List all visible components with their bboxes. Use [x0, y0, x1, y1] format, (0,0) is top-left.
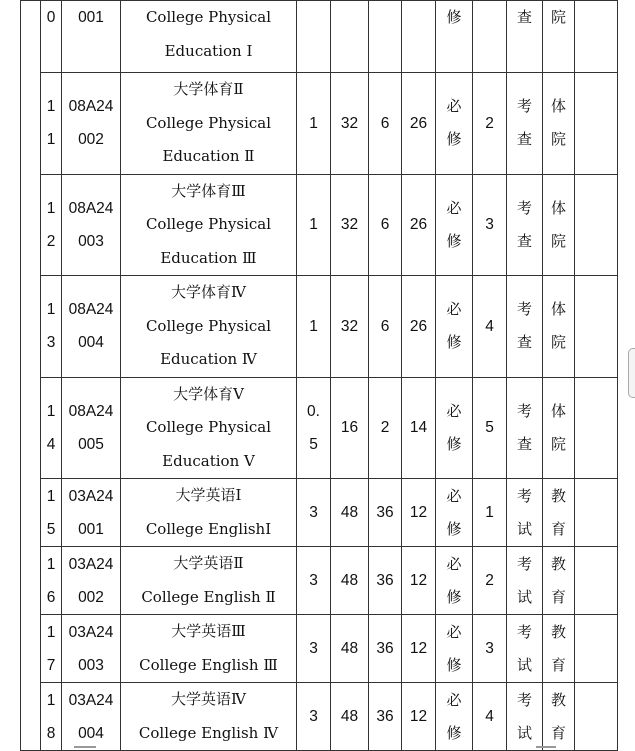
cell-line: 6 [46, 588, 56, 606]
cell-line: 36 [376, 708, 394, 725]
cell-line: 育 [550, 655, 566, 674]
cell-line: 1 [46, 691, 56, 709]
cell-semester [473, 276, 507, 378]
cell-line: 查 [516, 231, 532, 250]
cell-line: 查 [516, 434, 532, 453]
cell-line: 12 [409, 640, 428, 657]
cell-line: 1 [46, 402, 56, 420]
cell-practice [402, 479, 436, 547]
cell-exam [507, 683, 543, 751]
cell-line: College English Ⅳ [138, 723, 279, 742]
cell-line: 2 [485, 114, 494, 132]
cell-line: 3 [309, 504, 318, 521]
cell-extra [575, 479, 618, 547]
cell-line: 大学体育Ⅳ [171, 283, 246, 301]
table-row [21, 547, 618, 615]
cell-dept [543, 615, 575, 683]
cell-line: 1 [46, 487, 56, 505]
cell-line: 修 [446, 655, 462, 674]
cell-practice [402, 615, 436, 683]
cell-line: Education Ⅱ [162, 147, 255, 165]
cell-code [62, 276, 121, 378]
cell-line: 5 [309, 435, 318, 453]
cell-line: 12 [409, 504, 428, 521]
cell-line: Education Ⅳ [160, 350, 257, 368]
page-bottom-edge [0, 744, 635, 751]
cell-lecture [369, 73, 402, 175]
cell-line: 03A24 [68, 623, 114, 641]
table-row [21, 174, 618, 276]
cell-line: 1 [46, 623, 56, 641]
cell-line: 4 [46, 435, 56, 453]
cell-seq [41, 1, 62, 73]
table-row [21, 683, 618, 751]
cell-extra [575, 1, 618, 73]
cell-line: 试 [516, 655, 532, 674]
cell-exam [507, 1, 543, 73]
cell-credit [297, 683, 331, 751]
cell-code [62, 615, 121, 683]
cell-line: 教 [550, 554, 566, 573]
cell-line: 修 [446, 333, 462, 352]
cell-hours [331, 683, 369, 751]
cell-line: 002 [78, 131, 104, 149]
cell-seq [41, 377, 62, 479]
cell-code [62, 1, 121, 73]
cell-hours [331, 174, 369, 276]
cell-extra [575, 683, 618, 751]
cell-line: 26 [409, 114, 428, 132]
cell-dept [543, 174, 575, 276]
cell-hours [331, 479, 369, 547]
cell-semester [473, 615, 507, 683]
cell-practice [402, 547, 436, 615]
cell-type [436, 377, 473, 479]
cell-line: 6 [380, 216, 390, 234]
cell-line: 1 [46, 98, 56, 116]
cell-exam [507, 73, 543, 175]
cell-line: 修 [446, 8, 462, 26]
cell-line: 院 [550, 130, 566, 149]
cell-seq [41, 174, 62, 276]
cell-line: 考 [516, 622, 532, 641]
cell-credit [297, 377, 331, 479]
cell-lecture [369, 377, 402, 479]
cell-line: College English Ⅲ [139, 655, 278, 674]
cell-line: 必 [446, 300, 462, 319]
curriculum-table [20, 0, 618, 751]
cell-line: 1 [485, 504, 494, 521]
cell-line: 08A24 [68, 98, 114, 116]
cell-line: 考 [516, 486, 532, 505]
cell-line: College Physical [145, 418, 272, 436]
cell-line: 大学英语Ⅳ [171, 690, 246, 708]
cell-line: 育 [550, 587, 566, 606]
cell-dept [543, 276, 575, 378]
cell-line: 修 [446, 723, 462, 742]
cell-line: 5 [46, 520, 56, 538]
cell-line: 必 [446, 622, 462, 641]
cell-line: 48 [340, 640, 359, 657]
left-margin-cell [21, 1, 41, 751]
cell-lecture [369, 479, 402, 547]
cell-line: 0 [46, 9, 56, 26]
cell-extra [575, 276, 618, 378]
cell-line: 48 [340, 572, 359, 589]
cell-line: College Physical [145, 215, 272, 233]
cell-semester [473, 377, 507, 479]
cell-line: 03A24 [68, 487, 114, 505]
cell-credit [297, 547, 331, 615]
cell-line: 004 [78, 334, 104, 352]
cell-line: 2 [46, 232, 56, 250]
cell-name [121, 377, 297, 479]
cell-practice [402, 377, 436, 479]
cell-lecture [369, 547, 402, 615]
cell-extra [575, 377, 618, 479]
cell-line: 试 [516, 587, 532, 606]
cell-line: 48 [340, 708, 359, 725]
cell-credit [297, 174, 331, 276]
cell-name [121, 174, 297, 276]
cell-name [121, 276, 297, 378]
cell-line: 1 [46, 555, 56, 573]
cell-line: 4 [485, 708, 494, 725]
cell-code [62, 174, 121, 276]
cell-line: 08A24 [68, 301, 114, 319]
cell-line: 考 [516, 401, 532, 420]
cell-line: 003 [78, 232, 104, 250]
cell-hours [331, 377, 369, 479]
cell-extra [575, 174, 618, 276]
cell-line: 院 [550, 8, 566, 26]
cell-extra [575, 547, 618, 615]
cell-line: 7 [46, 656, 56, 674]
table-row [21, 615, 618, 683]
cell-line: 003 [78, 656, 104, 674]
cell-dept [543, 1, 575, 73]
cell-line: 育 [550, 519, 566, 538]
cell-dept [543, 73, 575, 175]
cell-type [436, 73, 473, 175]
cell-type [436, 276, 473, 378]
cell-code [62, 73, 121, 175]
cell-line: 3 [309, 640, 318, 657]
cell-line: 14 [409, 419, 428, 437]
cell-exam [507, 377, 543, 479]
cell-dept [543, 683, 575, 751]
cell-line: 36 [376, 504, 394, 521]
cell-line: 大学体育Ⅴ [173, 384, 244, 403]
cell-line: 3 [309, 572, 318, 589]
cell-line: College Physical [145, 316, 272, 335]
cell-extra [575, 615, 618, 683]
cell-name [121, 479, 297, 547]
cell-credit [297, 73, 331, 175]
cell-line: 育 [550, 723, 566, 742]
cell-line: 必 [446, 486, 462, 505]
cell-hours [331, 547, 369, 615]
cell-lecture [369, 683, 402, 751]
cell-line: 32 [340, 114, 359, 132]
cell-line: 考 [516, 554, 532, 573]
cell-line: 大学英语Ⅲ [171, 622, 246, 640]
cell-practice [402, 1, 436, 73]
cell-hours [331, 276, 369, 378]
cell-line: 教 [550, 690, 566, 709]
cell-semester [473, 479, 507, 547]
cell-line: 001 [78, 9, 104, 26]
cell-line: 1 [309, 317, 318, 335]
cell-line: Education Ⅴ [162, 451, 255, 470]
cell-line: 大学英语Ⅰ [175, 486, 242, 504]
table-row [21, 276, 618, 378]
cell-line: 考 [516, 198, 532, 217]
cell-line: 36 [376, 572, 394, 589]
cell-exam [507, 276, 543, 378]
cell-line: 1 [309, 216, 318, 234]
cell-seq [41, 547, 62, 615]
cell-line: 查 [516, 130, 532, 149]
cell-exam [507, 174, 543, 276]
cell-line: 体 [550, 300, 566, 319]
cell-line: 必 [446, 554, 462, 573]
cell-line: 必 [446, 401, 462, 420]
cell-type [436, 174, 473, 276]
cell-credit [297, 479, 331, 547]
cell-line: 005 [78, 435, 104, 453]
cell-line: 1 [46, 301, 56, 319]
cell-code [62, 377, 121, 479]
cell-line: College English Ⅱ [141, 587, 276, 606]
cell-line: 12 [409, 708, 428, 725]
cell-name [121, 683, 297, 751]
cell-type [436, 683, 473, 751]
cell-line: 08A24 [68, 199, 114, 217]
cell-practice [402, 683, 436, 751]
cell-line: 2 [380, 419, 390, 437]
table-row [21, 377, 618, 479]
cell-code [62, 547, 121, 615]
cell-seq [41, 276, 62, 378]
cell-line: Education Ⅰ [164, 41, 253, 60]
cell-extra [575, 73, 618, 175]
table-row [21, 1, 618, 73]
cell-semester [473, 1, 507, 73]
cell-name [121, 547, 297, 615]
cell-code [62, 683, 121, 751]
cell-code [62, 479, 121, 547]
cell-line: 0. [307, 402, 320, 420]
cell-line: 大学体育Ⅲ [171, 181, 246, 200]
cell-hours [331, 1, 369, 73]
cell-line: 8 [46, 724, 56, 742]
cell-type [436, 479, 473, 547]
cell-line: 大学体育Ⅱ [173, 80, 244, 98]
cell-semester [473, 547, 507, 615]
cell-seq [41, 615, 62, 683]
cell-exam [507, 547, 543, 615]
cell-dept [543, 479, 575, 547]
cell-line: 3 [485, 640, 494, 657]
cell-line: 12 [409, 572, 428, 589]
cell-type [436, 615, 473, 683]
cell-line: 004 [78, 724, 104, 742]
cell-credit [297, 1, 331, 73]
cell-line: 03A24 [68, 555, 114, 573]
cell-seq [41, 683, 62, 751]
table-row [21, 73, 618, 175]
cell-type [436, 547, 473, 615]
table-row [21, 479, 618, 547]
cell-line: 2 [485, 572, 494, 589]
cell-line: 修 [446, 519, 462, 538]
cell-line: 5 [485, 419, 494, 437]
cell-line: 院 [550, 434, 566, 453]
cell-semester [473, 683, 507, 751]
cell-line: 03A24 [68, 691, 114, 709]
cell-dept [543, 547, 575, 615]
cell-hours [331, 73, 369, 175]
cell-line: 体 [550, 401, 566, 420]
cell-line: 修 [446, 231, 462, 250]
page-side-handle[interactable] [628, 348, 635, 398]
cell-line: 体 [550, 198, 566, 217]
cell-line: 002 [78, 588, 104, 606]
cell-name [121, 615, 297, 683]
cell-line: 16 [340, 419, 359, 437]
cell-credit [297, 615, 331, 683]
cell-line: 必 [446, 97, 462, 116]
cell-line: 查 [516, 8, 532, 26]
cell-line: College EnglishⅠ [145, 519, 272, 538]
cell-line: 3 [46, 334, 56, 352]
cell-lecture [369, 615, 402, 683]
cell-line: 修 [446, 130, 462, 149]
cell-practice [402, 73, 436, 175]
cell-line: 32 [340, 216, 359, 234]
cell-hours [331, 615, 369, 683]
cell-line: 48 [340, 504, 359, 521]
cell-seq [41, 73, 62, 175]
cell-line: College Physical [145, 113, 272, 132]
cell-line: 修 [446, 434, 462, 453]
cell-line: 4 [485, 317, 494, 335]
cell-line: 1 [46, 199, 56, 217]
cell-line: 001 [78, 520, 104, 538]
cell-line: 试 [516, 519, 532, 538]
cell-line: 体 [550, 97, 566, 116]
cell-line: 1 [309, 114, 318, 132]
cell-exam [507, 615, 543, 683]
cell-semester [473, 174, 507, 276]
cell-line: 考 [516, 97, 532, 116]
cell-line: 6 [380, 114, 390, 132]
cell-lecture [369, 1, 402, 73]
cell-type [436, 1, 473, 73]
cell-lecture [369, 174, 402, 276]
cell-line: 教 [550, 622, 566, 641]
cell-semester [473, 73, 507, 175]
cell-practice [402, 276, 436, 378]
cell-dept [543, 377, 575, 479]
cell-name [121, 73, 297, 175]
cell-line: Education Ⅲ [160, 248, 257, 267]
cell-line: 大学英语Ⅱ [173, 554, 244, 572]
cell-line: 3 [309, 708, 318, 725]
cell-line: 必 [446, 690, 462, 709]
cell-line: College Physical [145, 8, 272, 26]
cell-line: 试 [516, 723, 532, 742]
cell-line: 查 [516, 333, 532, 352]
cell-line: 考 [516, 690, 532, 709]
cell-line: 3 [485, 216, 494, 234]
cell-line: 1 [46, 131, 56, 149]
cell-line: 考 [516, 300, 532, 319]
cell-line: 36 [376, 640, 394, 657]
cell-line: 教 [550, 486, 566, 505]
cell-line: 08A24 [68, 402, 114, 420]
cell-line: 26 [409, 216, 428, 234]
cell-seq [41, 479, 62, 547]
cell-lecture [369, 276, 402, 378]
cell-line: 26 [409, 317, 428, 335]
cell-line: 院 [550, 231, 566, 250]
cell-line: 6 [380, 317, 390, 335]
cell-line: 院 [550, 333, 566, 352]
cell-line: 32 [340, 317, 359, 335]
cell-practice [402, 174, 436, 276]
cell-exam [507, 479, 543, 547]
cell-line: 修 [446, 587, 462, 606]
cell-credit [297, 276, 331, 378]
cell-line: 必 [446, 198, 462, 217]
cell-name [121, 1, 297, 73]
